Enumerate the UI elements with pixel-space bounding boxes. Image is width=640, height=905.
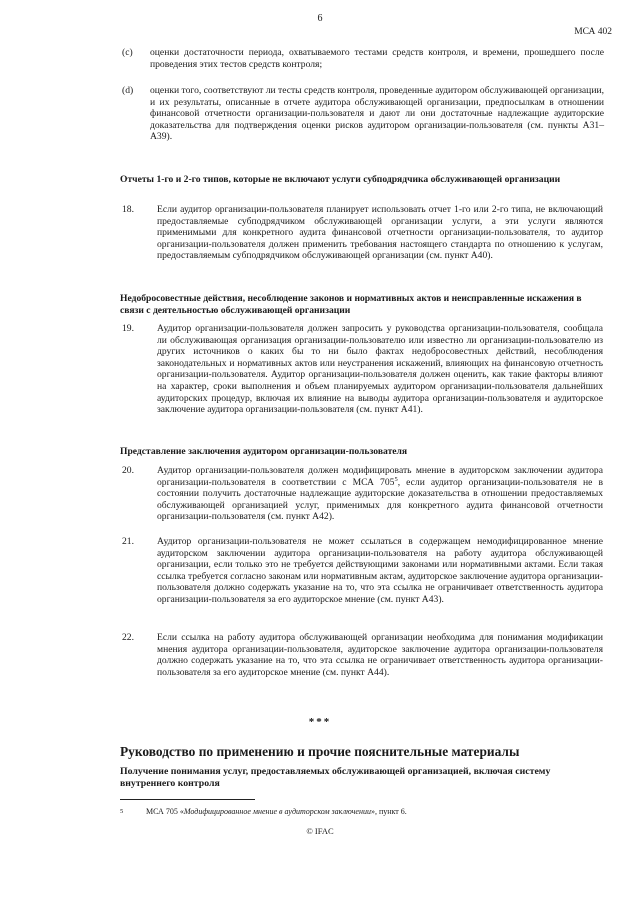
paragraph-18 <box>122 204 603 262</box>
page-number: 6 <box>317 13 323 24</box>
paragraph-21 <box>122 536 603 606</box>
guidance-subheading: Получение понимания услуг, предоставляемых обслуживающей организацией, включая систему внутреннего контроля <box>120 766 551 789</box>
section-heading-type-reports: Отчеты 1-го и 2-го типов, которые не включают услуги субподрядчика обслуживающей организации <box>120 174 561 185</box>
paragraph-text: Аудитор организации-пользователя не может ссылаться в содержащем немодифицированное мнение аудиторском заключении аудитора организации-пользователя на работу аудитора обслуживающей организации, если только это не требуется действующими законами или нормативными актами. Если такая ссылка требуется согласно законам или нормативным актам, аудиторское заключение аудитора организации-пользователя должно содержать указание на то, что эта ссылка не ограничивает ответственность аудитора организации-пользователя за его аудиторское мнение (см. пункт А43). <box>157 536 603 605</box>
footnote-title: Модифицированное мнение в аудиторском заключении <box>183 807 371 816</box>
copyright: © IFAC <box>306 826 334 836</box>
footnote-divider <box>120 799 255 800</box>
paragraph-number: 21. <box>122 536 134 547</box>
footnote-suffix: », пункт 6. <box>370 807 407 816</box>
paragraph-number: 19. <box>122 323 134 334</box>
footnote-prefix: МСА 705 « <box>146 807 184 816</box>
list-item-text: оценки того, соответствуют ли тесты средств контроля, проведенные аудитором обслуживающей организации, и их результаты, описанные в отчете аудитора обслуживающей организации, предпосылкам в отношении финансовой отчетности организации-пользователя и дают ли они достаточные надлежащие аудиторские доказательства для подтверждения оценки рисков аудитором организации-пользователя (см. пункты А31–А39). <box>150 85 604 143</box>
paragraph-text-end: , если аудитор организации-пользователя не в состоянии получить достаточные надлежащие аудиторские доказательства в отношении предоставляемых обслуживающей организацией услуг, применимых для конкретного аудита финансовой отчетности организации-пользователя (см. пункт А42). <box>157 476 603 523</box>
list-item-text: оценки достаточности периода, охватываемого тестами средств контроля, и времени, прошедшего после проведения этих тестов средств контроля; <box>150 47 604 70</box>
paragraph-22 <box>122 632 603 678</box>
footnote-mark: 5 <box>120 808 124 815</box>
list-item-label: (c) <box>122 47 133 58</box>
list-item-label: (d) <box>122 85 134 96</box>
section-heading-fraud: Недобросовестные действия, несоблюдение законов и нормативных актов и неисправленные искажения в связи с деятельностью обслуживающей организации <box>120 293 582 316</box>
list-item-d <box>122 85 604 143</box>
paragraph-text: Аудитор организации-пользователя должен запросить у руководства организации-пользователя, сообщала ли обслуживающая организация организации-пользователю или известно ли организации-пользователю из других источников о каких бы то ни было фактах недобросовестных действий, несоблюдения законодательных и нормативных актов или неустранения искажений, влияющих на финансовую отчетность организации-пользователя. Аудитор организации-пользователя должен оценить, как такие факторы влияют на характер, сроки выполнения и объем планируемых аудитором организации-пользователя дальнейших аудиторских процедур, включая их влияние на выводы аудитора организации-пользователя и аудиторское заключение аудитора организации-пользователя (см. пункт А41). <box>157 323 603 416</box>
footnote <box>120 807 606 817</box>
section-separator: *** <box>308 716 332 728</box>
paragraph-text: Если ссылка на работу аудитора обслуживающей организации необходима для понимания модификации мнения аудитора организации-пользователя, аудиторское заключение аудитора организации-пользователя должно содержать указание на то, что эта ссылка не ограничивает ответственность аудитора организации-пользователя за его аудиторское мнение (см. пункт А44). <box>157 632 603 678</box>
standard-reference: МСА 402 <box>574 27 612 37</box>
list-item-c <box>122 47 604 70</box>
paragraph-20 <box>122 465 603 523</box>
footnote-reference[interactable]: 5 <box>394 475 398 483</box>
paragraph-number: 20. <box>122 465 134 476</box>
paragraph-19 <box>122 323 603 416</box>
guidance-heading: Руководство по применению и прочие пояснительные материалы <box>120 744 520 759</box>
paragraph-number: 22. <box>122 632 134 643</box>
paragraph-text-start: Аудитор организации-пользователя должен модифицировать мнение в аудиторском заключении аудитора организации-пользователя в соответствии с МСА 705 <box>157 465 603 488</box>
paragraph-number: 18. <box>122 204 134 215</box>
paragraph-text: Если аудитор организации-пользователя планирует использовать отчет 1-го или 2-го типа, не включающий предоставляемые субподрядчиком обслуживающей организации услуги, а эти услуги являются применимыми для конкретного аудита финансовой отчетности организации-пользователя, то аудитор организации-пользователя должен применить требования настоящего стандарта по отношению к услугам, предоставляемым субподрядчиком обслуживающей организации (см. пункт А40). <box>157 204 603 262</box>
section-heading-reporting: Представление заключения аудитором организации-пользователя <box>120 446 408 457</box>
